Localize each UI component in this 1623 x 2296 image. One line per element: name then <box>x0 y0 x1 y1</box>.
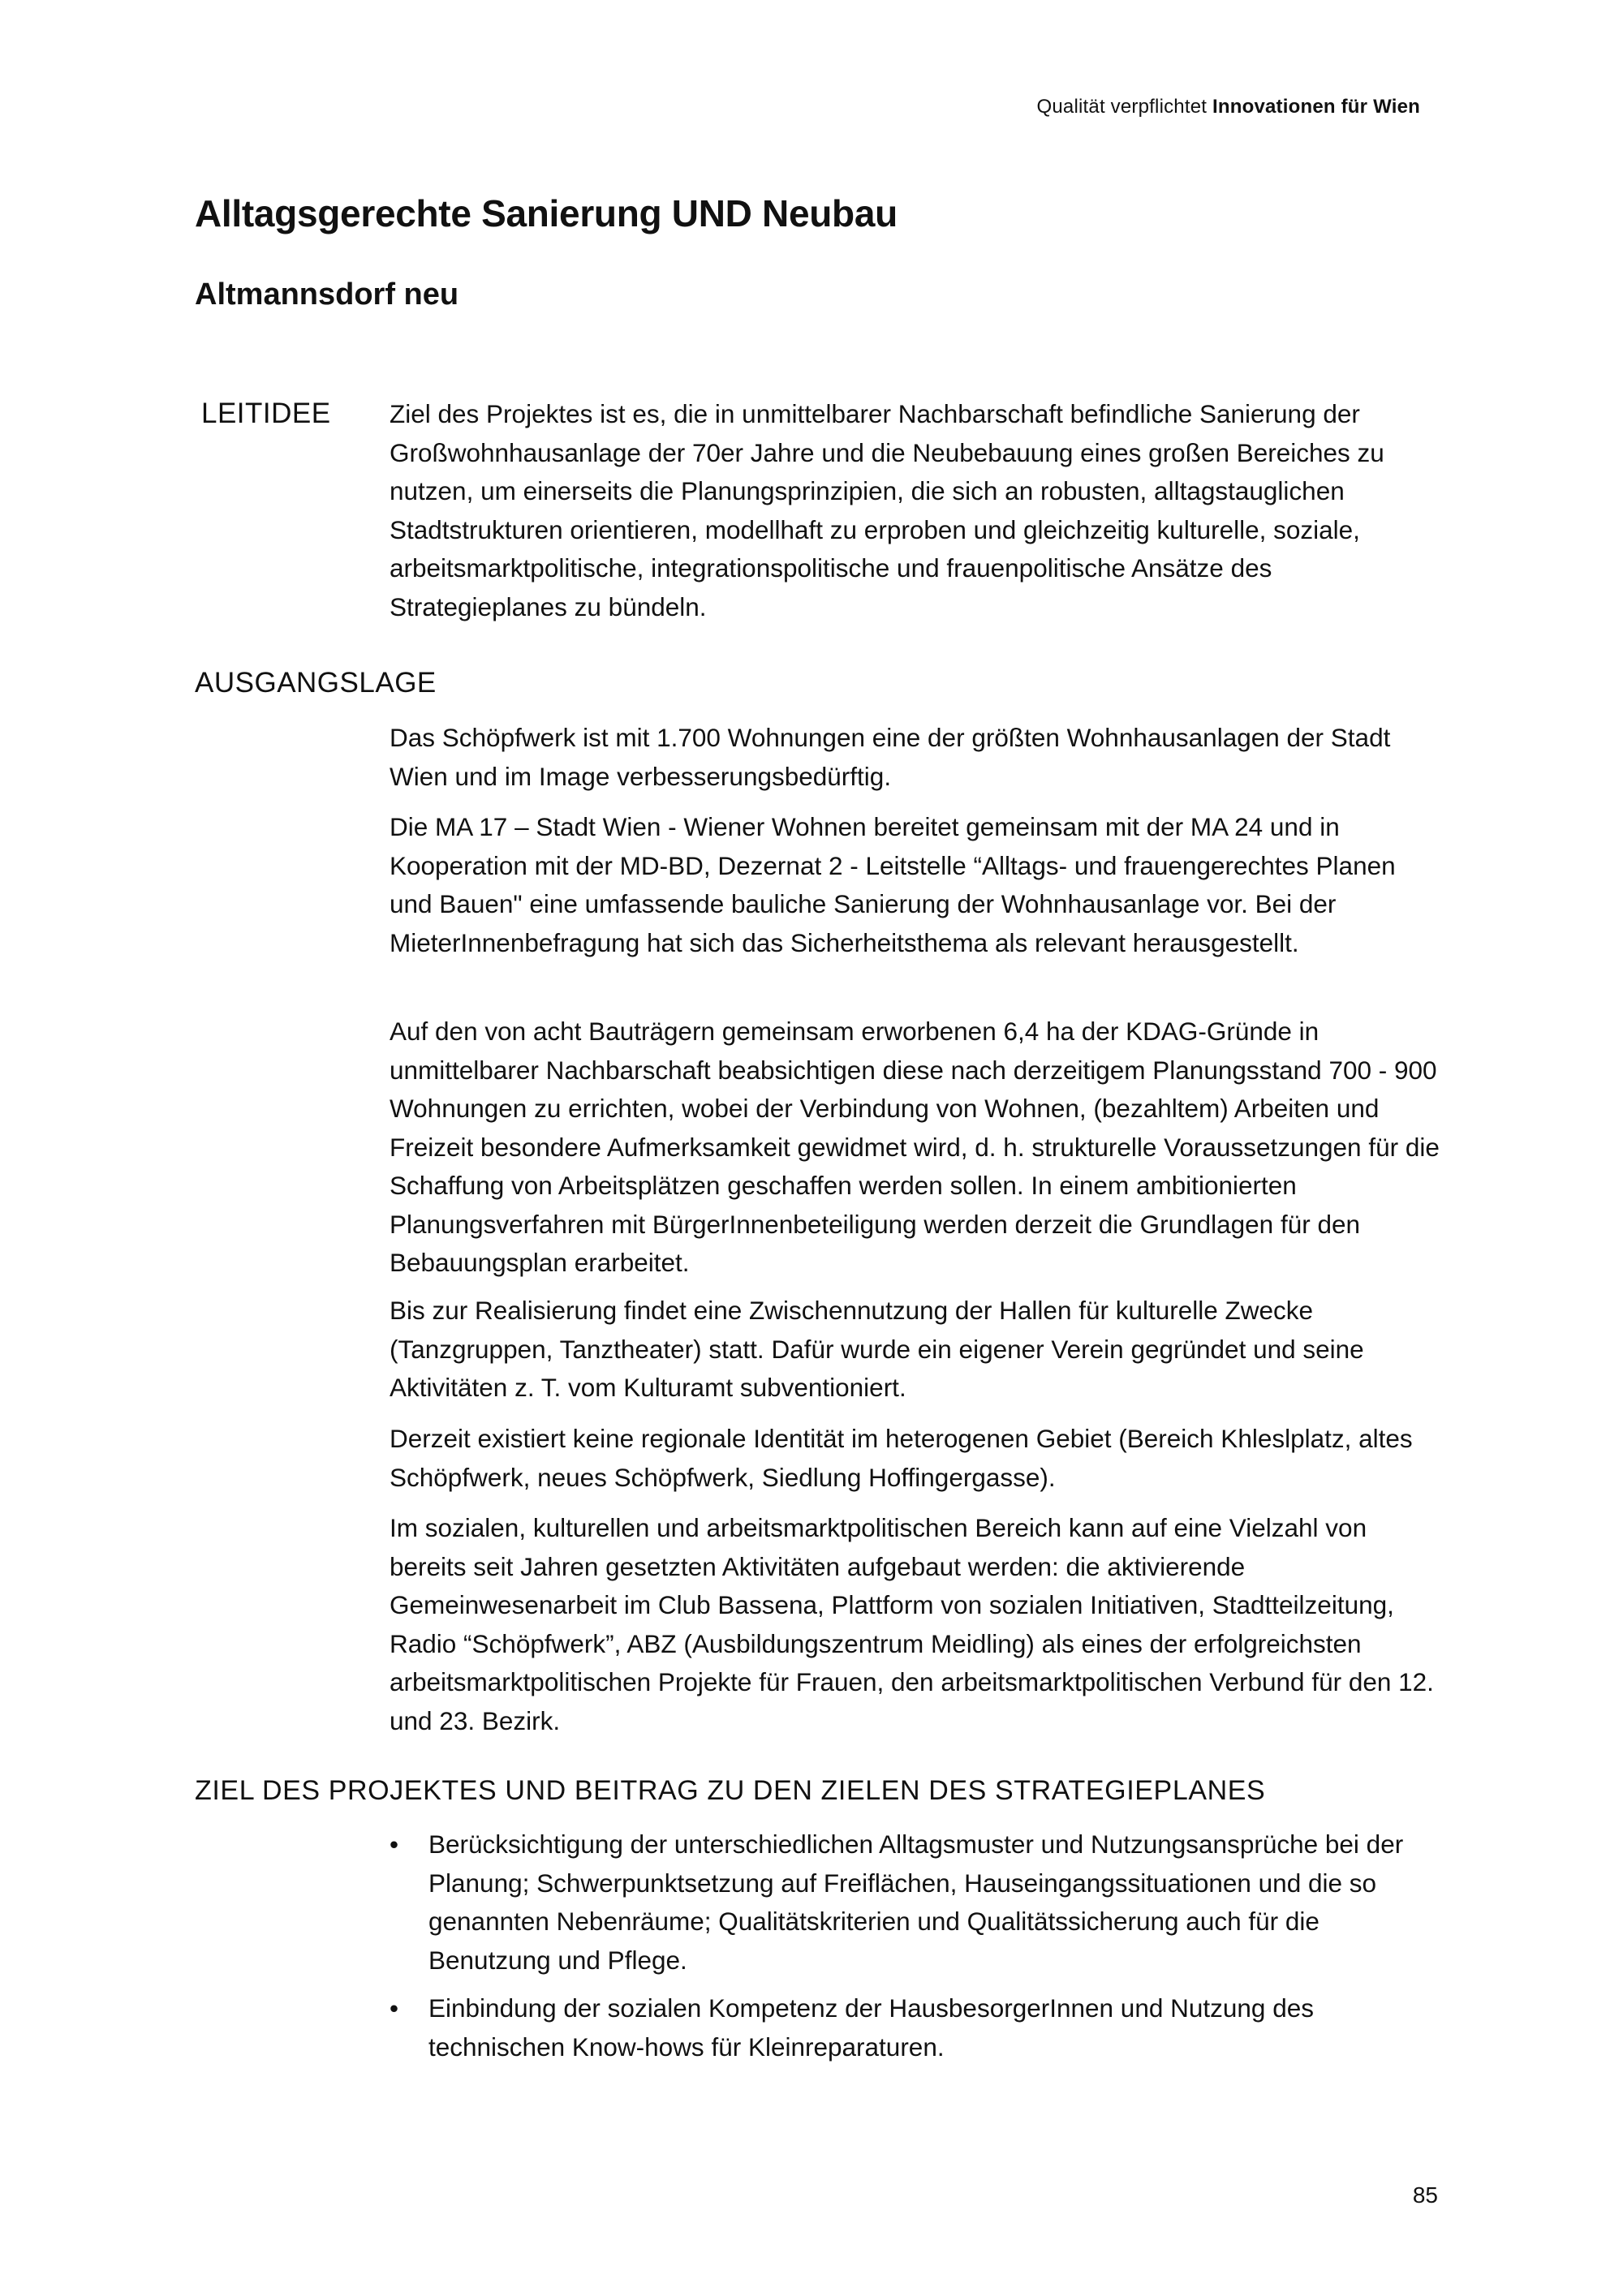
ziel-bullet-item <box>390 1825 1444 1980</box>
bullet-icon: • <box>390 1993 399 2023</box>
page-subtitle: Altmannsdorf neu <box>195 277 459 312</box>
ausgangslage-label: AUSGANGSLAGE <box>195 667 437 699</box>
leitidee-label: LEITIDEE <box>201 398 331 429</box>
running-header-bold: Innovationen für Wien <box>1212 96 1420 118</box>
running-header-regular: Qualität verpflichtet <box>1036 96 1208 118</box>
page-title: Alltagsgerechte Sanierung UND Neubau <box>195 192 898 234</box>
ziel-bullet-item <box>390 1989 1444 2066</box>
ziel-bullet-text: Berücksichtigung der unterschiedlichen Alltagsmuster und Nutzungsansprüche bei der Planung; Schwerpunktsetzung auf Freiflächen, Hauseingangssituationen und die so genannten Nebenräume; Qualitätskriterien und Qualitätssicherung auch für die Benutzung und Pflege. <box>428 1829 1404 1975</box>
ausgangslage-paragraph-6: Im sozialen, kulturellen und arbeitsmarktpolitischen Bereich kann auf eine Vielzahl von bereits seit Jahren gesetzten Aktivitäten aufgebaut werden: die aktivierende Gemeinwesenarbeit im Club Bassena, Plattform von sozialen Initiativen, Stadtteilzeitung, Radio “Schöpfwerk”, ABZ (Ausbildungszentrum Meidling) als eines der erfolgreichsten arbeitsmarktpolitischen Projekte für Frauen, den arbeitsmarktpolitischen Verbund für den 12. und 23. Bezirk. <box>390 1513 1434 1735</box>
ausgangslage-paragraph-4: Bis zur Realisierung findet eine Zwischennutzung der Hallen für kulturelle Zwecke (Tanzgruppen, Tanztheater) statt. Dafür wurde ein eigener Verein gegründet und seine Aktivitäten z. T. vom Kulturamt subventioniert. <box>390 1296 1364 1402</box>
ausgangslage-paragraph-1: Das Schöpfwerk ist mit 1.700 Wohnungen eine der größten Wohnhausanlagen der Stadt Wien und im Image verbesserungsbedürftig. <box>390 723 1391 791</box>
bullet-icon: • <box>390 1829 399 1859</box>
ziel-heading: ZIEL DES PROJEKTES UND BEITRAG ZU DEN ZIELEN DES STRATEGIEPLANES <box>195 1775 1266 1806</box>
ausgangslage-paragraph-5: Derzeit existiert keine regionale Identität im heterogenen Gebiet (Bereich Khleslplatz, altes Schöpfwerk, neues Schöpfwerk, Siedlung Hoffingergasse). <box>390 1424 1413 1492</box>
ziel-bullet-text: Einbindung der sozialen Kompetenz der HausbesorgerInnen und Nutzung des technischen Know-hows für Kleinreparaturen. <box>428 1993 1314 2062</box>
ausgangslage-paragraph-3: Auf den von acht Bauträgern gemeinsam erworbenen 6,4 ha der KDAG-Gründe in unmittelbarer Nachbarschaft beabsichtigen diese nach derzeitigem Planungsstand 700 - 900 Wohnungen zu errichten, wobei der Verbindung von Wohnen, (bezahltem) Arbeiten und Freizeit besondere Aufmerksamkeit gewidmet wird, d. h. strukturelle Voraussetzungen für die Schaffung von Arbeitsplätzen geschaffen werden sollen. In einem ambitionierten Planungsverfahren mit BürgerInnenbeteiligung werden derzeit die Grundlagen für den Bebauungsplan erarbeitet. <box>390 1017 1440 1277</box>
ausgangslage-paragraph-2: Die MA 17 – Stadt Wien - Wiener Wohnen bereitet gemeinsam mit der MA 24 und in Kooperation mit der MD-BD, Dezernat 2 - Leitstelle “Alltags- und frauengerechtes Planen und Bauen" eine umfassende bauliche Sanierung der Wohnhausanlage vor. Bei der MieterInnenbefragung hat sich das Sicherheitsthema als relevant herausgestellt. <box>390 812 1396 957</box>
running-header <box>1037 96 1421 118</box>
leitidee-paragraph: Ziel des Projektes ist es, die in unmittelbarer Nachbarschaft befindliche Sanierung der Großwohnhausanlage der 70er Jahre und die Neubebauung eines großen Bereiches zu nutzen, um einerseits die Planungsprinzipien, die sich an robusten, alltagstauglichen Stadtstrukturen orientieren, modellhaft zu erproben und gleichzeitig kulturelle, soziale, arbeitsmarktpolitische, integrationspolitische und frauenpolitische Ansätze des Strategieplanes zu bündeln. <box>390 399 1384 621</box>
page-number: 85 <box>1412 2182 1438 2208</box>
